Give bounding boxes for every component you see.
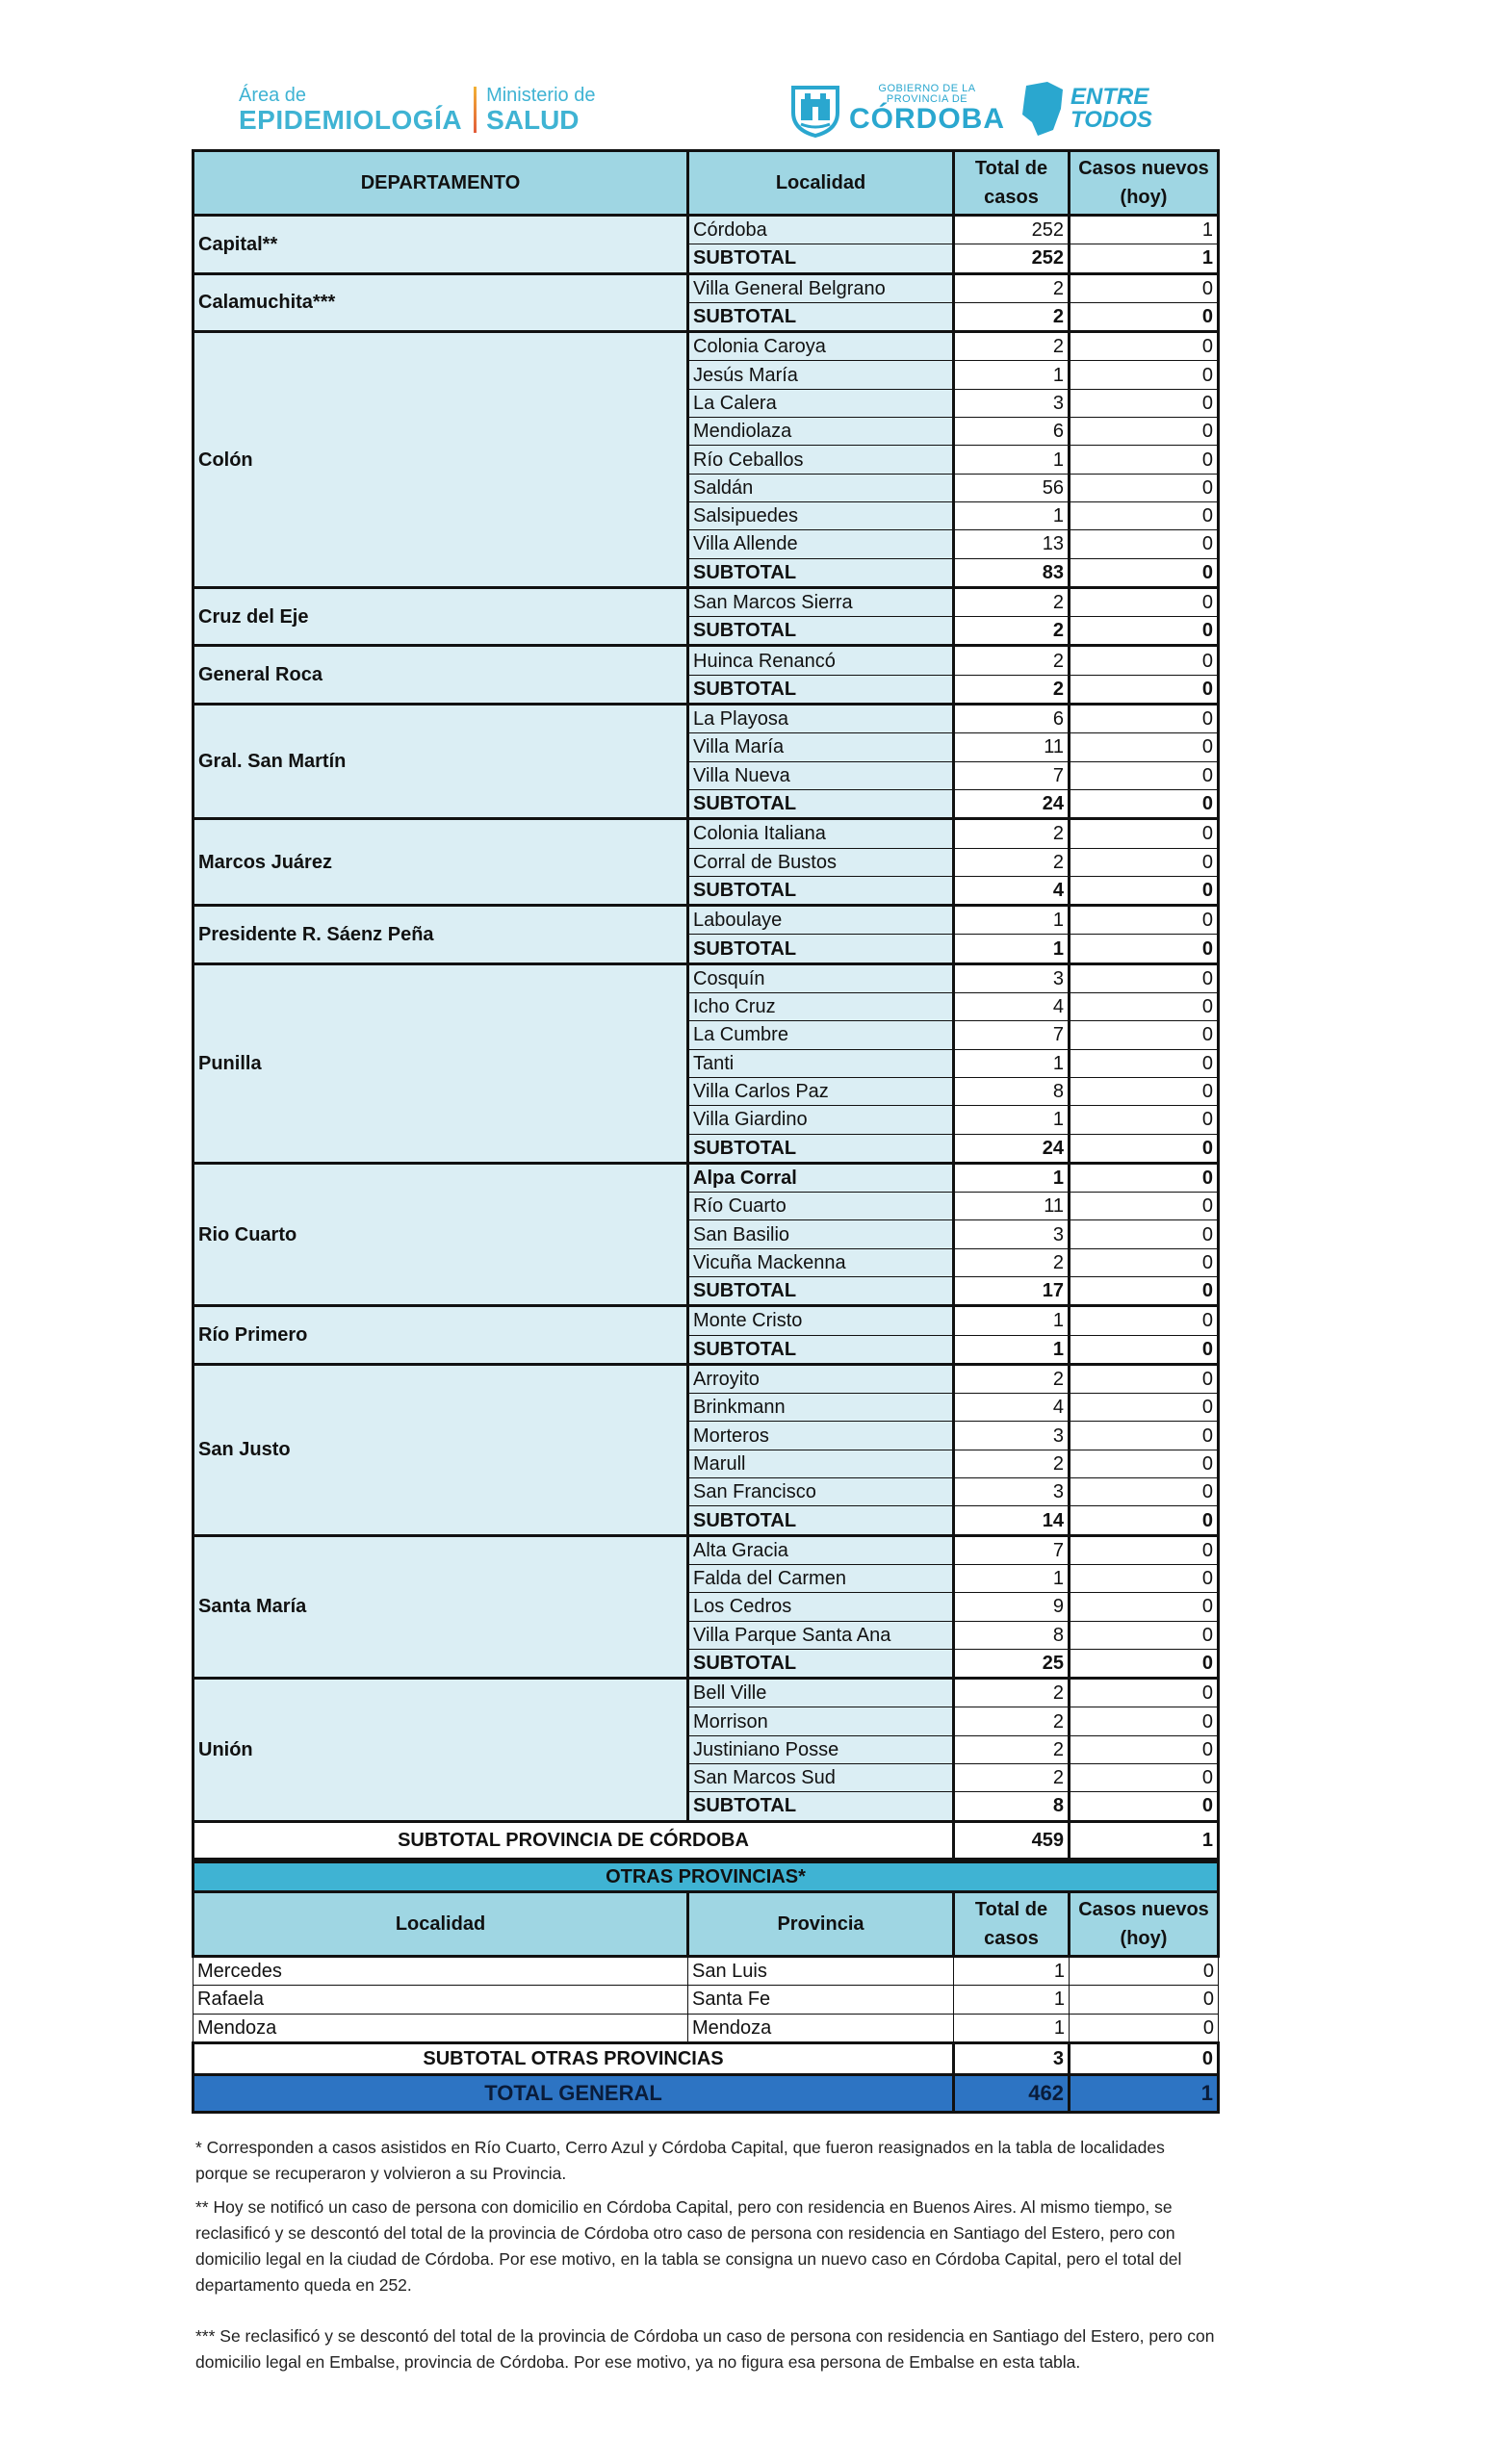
localidad-cell: Río Ceballos	[688, 446, 954, 474]
subtotal-nuevos-cell: 0	[1070, 1792, 1219, 1821]
casos-nuevos-cell: 0	[1070, 1220, 1219, 1248]
subtotal-nuevos-cell: 0	[1070, 1649, 1219, 1678]
casos-nuevos-cell: 0	[1070, 646, 1219, 675]
total-casos-cell: 8	[954, 1077, 1070, 1105]
casos-nuevos-cell: 0	[1070, 1764, 1219, 1792]
subtotal-nuevos-cell: 0	[1070, 1134, 1219, 1163]
total-casos-cell: 2	[954, 273, 1070, 302]
departamento-cell: General Roca	[193, 646, 688, 705]
subtotal-label: SUBTOTAL	[688, 1276, 954, 1305]
casos-nuevos-cell: 0	[1070, 1707, 1219, 1735]
otras-col-localidad: Localidad	[193, 1892, 688, 1957]
subtotal-total-cell: 252	[954, 244, 1070, 273]
table-row	[193, 819, 1219, 848]
total-casos-cell: 2	[954, 1764, 1070, 1792]
departamento-cell: Unión	[193, 1679, 688, 1821]
total-casos-cell: 4	[954, 1394, 1070, 1422]
subtotal-nuevos-cell: 1	[1070, 244, 1219, 273]
casos-nuevos-cell: 0	[1070, 1306, 1219, 1335]
subtotal-label: SUBTOTAL	[688, 789, 954, 818]
subtotal-nuevos-cell: 0	[1070, 675, 1219, 704]
total-casos-cell: 1	[954, 361, 1070, 389]
subtotal-total-cell: 14	[954, 1506, 1070, 1535]
total-casos-cell: 2	[954, 1735, 1070, 1763]
subtotal-nuevos-cell: 0	[1070, 302, 1219, 331]
subtotal-label: SUBTOTAL	[688, 558, 954, 587]
table-row	[193, 1535, 1219, 1564]
total-casos-cell: 3	[954, 1422, 1070, 1450]
localidad-cell: Jesús María	[688, 361, 954, 389]
gobierno-small-1: GOBIERNO DE LA	[878, 83, 976, 94]
otras-localidad-cell: Mendoza	[193, 2014, 688, 2042]
localidad-cell: Villa General Belgrano	[688, 273, 954, 302]
otras-col-nuevos: Casos nuevos (hoy)	[1070, 1892, 1219, 1957]
ministerio-label: Ministerio de	[486, 85, 596, 106]
localidad-cell: Villa María	[688, 733, 954, 761]
otras-total-cell: 1	[954, 1957, 1070, 1986]
otras-localidad-cell: Rafaela	[193, 1986, 688, 2014]
total-casos-cell: 2	[954, 1679, 1070, 1707]
todos-label: TODOS	[1070, 107, 1152, 133]
total-casos-cell: 6	[954, 705, 1070, 733]
casos-nuevos-cell: 0	[1070, 1077, 1219, 1105]
departamento-cell: Capital**	[193, 216, 688, 274]
casos-nuevos-cell: 0	[1070, 1049, 1219, 1077]
total-casos-cell: 3	[954, 963, 1070, 992]
total-general-nuevos: 1	[1070, 2074, 1219, 2112]
subtotal-total-cell: 2	[954, 302, 1070, 331]
departamento-cell: Calamuchita***	[193, 273, 688, 332]
footnote-1: * Corresponden a casos asistidos en Río Cuarto, Cerro Azul y Córdoba Capital, que fueron reasignados en la tabla de localidades porque se recuperaron y volvieron a su Provincia.	[195, 2138, 1165, 2183]
table-row	[193, 646, 1219, 675]
col-departamento: DEPARTAMENTO	[193, 151, 688, 216]
subtotal-total-cell: 1	[954, 1335, 1070, 1364]
subtotal-nuevos-cell: 0	[1070, 876, 1219, 905]
localidad-cell: Córdoba	[688, 216, 954, 244]
casos-nuevos-cell: 0	[1070, 1394, 1219, 1422]
localidad-cell: San Marcos Sud	[688, 1764, 954, 1792]
table-header	[193, 151, 1219, 216]
total-casos-cell: 7	[954, 761, 1070, 789]
localidad-cell: Los Cedros	[688, 1593, 954, 1621]
casos-nuevos-cell: 0	[1070, 819, 1219, 848]
table-row	[193, 1306, 1219, 1335]
casos-nuevos-cell: 0	[1070, 1450, 1219, 1477]
localidad-cell: Villa Carlos Paz	[688, 1077, 954, 1105]
area-label: Área de	[239, 85, 307, 106]
total-casos-cell: 2	[954, 848, 1070, 876]
total-casos-cell: 1	[954, 1049, 1070, 1077]
subtotal-label: SUBTOTAL	[688, 1506, 954, 1535]
subtotal-nuevos-cell: 0	[1070, 617, 1219, 646]
total-casos-cell: 3	[954, 389, 1070, 417]
otras-subtotal-label: SUBTOTAL OTRAS PROVINCIAS	[193, 2042, 954, 2074]
otras-header	[193, 1892, 1219, 1957]
casos-nuevos-cell: 0	[1070, 1564, 1219, 1592]
localidad-cell: Corral de Bustos	[688, 848, 954, 876]
casos-nuevos-cell: 0	[1070, 1621, 1219, 1649]
otras-provincia-cell: Mendoza	[688, 2014, 954, 2042]
departamento-cell: Rio Cuarto	[193, 1163, 688, 1305]
localidad-cell: Vicuña Mackenna	[688, 1248, 954, 1276]
localidad-cell: Saldán	[688, 474, 954, 501]
total-casos-cell: 2	[954, 819, 1070, 848]
subtotal-total-cell: 83	[954, 558, 1070, 587]
otras-col-provincia: Provincia	[688, 1892, 954, 1957]
casos-nuevos-cell: 0	[1070, 361, 1219, 389]
subtotal-total-cell: 8	[954, 1792, 1070, 1821]
departamento-cell: Colón	[193, 332, 688, 588]
footnote-3: *** Se reclasificó y se descontó del total de la provincia de Córdoba un caso de persona con residencia en Santiago del Estero, pero con domicilio legal en Embalse, provincia de Córdoba. Por ese motivo, ya no figura esa persona de Embalse en esta tabla.	[195, 2326, 1215, 2372]
subtotal-total-cell: 17	[954, 1276, 1070, 1305]
subtotal-label: SUBTOTAL	[688, 876, 954, 905]
subtotal-label: SUBTOTAL	[688, 1134, 954, 1163]
localidad-cell: Monte Cristo	[688, 1306, 954, 1335]
localidad-cell: Río Cuarto	[688, 1193, 954, 1220]
localidad-cell: Alpa Corral	[688, 1163, 954, 1192]
localidad-cell: La Calera	[688, 389, 954, 417]
otras-body	[193, 1957, 1219, 2043]
casos-nuevos-cell: 0	[1070, 1535, 1219, 1564]
departamento-cell: Río Primero	[193, 1306, 688, 1365]
total-general-row	[193, 2074, 1219, 2112]
casos-nuevos-cell: 0	[1070, 993, 1219, 1021]
otras-nuevos-cell: 0	[1070, 1986, 1219, 2014]
departamento-cell: San Justo	[193, 1364, 688, 1535]
casos-nuevos-cell: 0	[1070, 963, 1219, 992]
localidad-cell: Villa Giardino	[688, 1106, 954, 1134]
otras-provincias-title-row	[193, 1862, 1219, 1892]
casos-nuevos-cell: 0	[1070, 1735, 1219, 1763]
table-row	[193, 332, 1219, 361]
col-localidad: Localidad	[688, 151, 954, 216]
subtotal-nuevos-cell: 0	[1070, 789, 1219, 818]
subtotal-nuevos-cell: 0	[1070, 558, 1219, 587]
subtotal-nuevos-cell: 0	[1070, 1506, 1219, 1535]
casos-nuevos-cell: 0	[1070, 1679, 1219, 1707]
localidad-cell: Alta Gracia	[688, 1535, 954, 1564]
departamento-cell: Punilla	[193, 963, 688, 1163]
otras-subtotal-row	[193, 2042, 1219, 2074]
provincia-subtotal-label: SUBTOTAL PROVINCIA DE CÓRDOBA	[193, 1821, 954, 1859]
epidemiologia-label: EPIDEMIOLOGÍA	[239, 105, 463, 135]
subtotal-nuevos-cell: 0	[1070, 1335, 1219, 1364]
departamento-cell: Cruz del Eje	[193, 587, 688, 646]
localidad-cell: Cosquín	[688, 963, 954, 992]
localidad-cell: San Marcos Sierra	[688, 587, 954, 616]
table-row	[193, 2014, 1219, 2042]
casos-nuevos-cell: 0	[1070, 530, 1219, 558]
casos-nuevos-cell: 0	[1070, 761, 1219, 789]
casos-nuevos-cell: 0	[1070, 1593, 1219, 1621]
total-casos-cell: 9	[954, 1593, 1070, 1621]
localidad-cell: Huinca Renancó	[688, 646, 954, 675]
casos-nuevos-cell: 0	[1070, 446, 1219, 474]
localidad-cell: Marull	[688, 1450, 954, 1477]
col-casos-nuevos: Casos nuevos (hoy)	[1070, 151, 1219, 216]
casos-nuevos-cell: 0	[1070, 389, 1219, 417]
total-casos-cell: 1	[954, 446, 1070, 474]
subtotal-total-cell: 24	[954, 1134, 1070, 1163]
casos-nuevos-cell: 0	[1070, 474, 1219, 501]
subtotal-label: SUBTOTAL	[688, 244, 954, 273]
table-row	[193, 1986, 1219, 2014]
casos-nuevos-cell: 0	[1070, 733, 1219, 761]
table-row	[193, 273, 1219, 302]
departamento-cell: Marcos Juárez	[193, 819, 688, 906]
otras-subtotal-nuevos: 0	[1070, 2042, 1219, 2074]
otras-subtotal-total: 3	[954, 2042, 1070, 2074]
provincia-subtotal-nuevos: 1	[1070, 1821, 1219, 1859]
departments-body	[193, 216, 1219, 1822]
localidad-cell: Falda del Carmen	[688, 1564, 954, 1592]
footnote-2: ** Hoy se notificó un caso de persona con domicilio en Córdoba Capital, pero con residencia en Buenos Aires. Al mismo tiempo, se reclasificó y se descontó del total de la provincia de Córdoba otro caso de persona con residencia en Santiago del Estero, pero con domicilio legal en la ciudad de Córdoba. Por ese motivo, en la tabla se consigna un nuevo caso en Córdoba Capital, pero el total del departamento queda en 252.	[195, 2197, 1182, 2295]
total-casos-cell: 11	[954, 733, 1070, 761]
total-casos-cell: 11	[954, 1193, 1070, 1220]
casos-nuevos-cell: 0	[1070, 848, 1219, 876]
total-casos-cell: 1	[954, 906, 1070, 935]
subtotal-label: SUBTOTAL	[688, 617, 954, 646]
total-casos-cell: 2	[954, 1364, 1070, 1393]
subtotal-label: SUBTOTAL	[688, 675, 954, 704]
casos-nuevos-cell: 0	[1070, 1163, 1219, 1192]
total-casos-cell: 1	[954, 1564, 1070, 1592]
subtotal-total-cell: 2	[954, 617, 1070, 646]
subtotal-label: SUBTOTAL	[688, 1335, 954, 1364]
localidad-cell: Brinkmann	[688, 1394, 954, 1422]
total-casos-cell: 3	[954, 1478, 1070, 1506]
total-casos-cell: 56	[954, 474, 1070, 501]
casos-nuevos-cell: 0	[1070, 501, 1219, 529]
subtotal-label: SUBTOTAL	[688, 302, 954, 331]
subtotal-label: SUBTOTAL	[688, 1649, 954, 1678]
localidad-cell: Laboulaye	[688, 906, 954, 935]
footnotes	[195, 2135, 1221, 2383]
table-row	[193, 587, 1219, 616]
provincia-subtotal-total: 459	[954, 1821, 1070, 1859]
casos-nuevos-cell: 0	[1070, 705, 1219, 733]
total-casos-cell: 1	[954, 1163, 1070, 1192]
casos-nuevos-cell: 0	[1070, 418, 1219, 446]
localidad-cell: La Playosa	[688, 705, 954, 733]
total-casos-cell: 2	[954, 587, 1070, 616]
localidad-cell: Tanti	[688, 1049, 954, 1077]
localidad-cell: Villa Parque Santa Ana	[688, 1621, 954, 1649]
casos-nuevos-cell: 0	[1070, 1021, 1219, 1049]
otras-total-cell: 1	[954, 1986, 1070, 2014]
total-casos-cell: 13	[954, 530, 1070, 558]
casos-nuevos-cell: 0	[1070, 1364, 1219, 1393]
otras-provincia-cell: San Luis	[688, 1957, 954, 1986]
epidemiologia-salud-logo	[239, 83, 595, 137]
total-general-total: 462	[954, 2074, 1070, 2112]
localidad-cell: Justiniano Posse	[688, 1735, 954, 1763]
table-row	[193, 906, 1219, 935]
total-casos-cell: 4	[954, 993, 1070, 1021]
total-casos-cell: 1	[954, 501, 1070, 529]
subtotal-total-cell: 1	[954, 935, 1070, 963]
total-casos-cell: 2	[954, 1248, 1070, 1276]
localidad-cell: Icho Cruz	[688, 993, 954, 1021]
otras-total-cell: 1	[954, 2014, 1070, 2042]
table-row	[193, 1364, 1219, 1393]
subtotal-total-cell: 24	[954, 789, 1070, 818]
otras-provincias-title: OTRAS PROVINCIAS*	[193, 1862, 1219, 1892]
total-casos-cell: 1	[954, 1106, 1070, 1134]
otras-nuevos-cell: 0	[1070, 1957, 1219, 1986]
casos-nuevos-cell: 1	[1070, 216, 1219, 244]
col-total-casos: Total de casos	[954, 151, 1070, 216]
entre-label: ENTRE	[1070, 84, 1149, 110]
casos-nuevos-cell: 0	[1070, 587, 1219, 616]
subtotal-label: SUBTOTAL	[688, 1792, 954, 1821]
localidad-cell: San Basilio	[688, 1220, 954, 1248]
total-casos-cell: 7	[954, 1021, 1070, 1049]
total-general-label: TOTAL GENERAL	[193, 2074, 954, 2112]
subtotal-nuevos-cell: 0	[1070, 935, 1219, 963]
total-casos-cell: 2	[954, 1707, 1070, 1735]
departamento-cell: Gral. San Martín	[193, 705, 688, 819]
otras-provincia-cell: Santa Fe	[688, 1986, 954, 2014]
total-casos-cell: 7	[954, 1535, 1070, 1564]
table-row	[193, 705, 1219, 733]
total-casos-cell: 2	[954, 646, 1070, 675]
localidad-cell: Salsipuedes	[688, 501, 954, 529]
total-casos-cell: 8	[954, 1621, 1070, 1649]
localidad-cell: Colonia Caroya	[688, 332, 954, 361]
subtotal-nuevos-cell: 0	[1070, 1276, 1219, 1305]
total-casos-cell: 2	[954, 332, 1070, 361]
localidad-cell: Arroyito	[688, 1364, 954, 1393]
cordoba-map-icon	[1019, 80, 1067, 138]
cordoba-shield-icon	[787, 80, 843, 138]
total-casos-cell: 2	[954, 1450, 1070, 1477]
otras-nuevos-cell: 0	[1070, 2014, 1219, 2042]
localidad-cell: Morrison	[688, 1707, 954, 1735]
table-row	[193, 963, 1219, 992]
table-row	[193, 1679, 1219, 1707]
localidad-cell: Morteros	[688, 1422, 954, 1450]
table-row	[193, 216, 1219, 244]
localidad-cell: Villa Allende	[688, 530, 954, 558]
otras-provincias-table	[192, 1861, 1220, 2114]
casos-nuevos-cell: 0	[1070, 332, 1219, 361]
localidad-cell: Mendiolaza	[688, 418, 954, 446]
localidad-cell: San Francisco	[688, 1478, 954, 1506]
subtotal-total-cell: 4	[954, 876, 1070, 905]
casos-nuevos-cell: 0	[1070, 273, 1219, 302]
total-casos-cell: 3	[954, 1220, 1070, 1248]
total-casos-cell: 6	[954, 418, 1070, 446]
casos-nuevos-cell: 0	[1070, 1422, 1219, 1450]
departamento-cell: Presidente R. Sáenz Peña	[193, 906, 688, 964]
otras-localidad-cell: Mercedes	[193, 1957, 688, 1986]
casos-table	[192, 149, 1220, 1886]
departamento-cell: Santa María	[193, 1535, 688, 1678]
casos-nuevos-cell: 0	[1070, 1106, 1219, 1134]
localidad-cell: Villa Nueva	[688, 761, 954, 789]
table-row	[193, 1957, 1219, 1986]
subtotal-total-cell: 25	[954, 1649, 1070, 1678]
table-row	[193, 1163, 1219, 1192]
subtotal-label: SUBTOTAL	[688, 935, 954, 963]
localidad-cell: La Cumbre	[688, 1021, 954, 1049]
gobierno-cordoba-logo	[787, 77, 1152, 141]
logo-divider	[474, 87, 477, 133]
casos-nuevos-cell: 0	[1070, 1193, 1219, 1220]
provincia-subtotal-row	[193, 1821, 1219, 1859]
localidad-cell: Bell Ville	[688, 1679, 954, 1707]
salud-label: SALUD	[486, 105, 580, 135]
total-casos-cell: 252	[954, 216, 1070, 244]
subtotal-total-cell: 2	[954, 675, 1070, 704]
total-casos-cell: 1	[954, 1306, 1070, 1335]
casos-nuevos-cell: 0	[1070, 1248, 1219, 1276]
casos-nuevos-cell: 0	[1070, 1478, 1219, 1506]
gobierno-small-2: PROVINCIA DE	[886, 93, 968, 105]
localidad-cell: Colonia Italiana	[688, 819, 954, 848]
cordoba-label: CÓRDOBA	[849, 103, 1005, 135]
casos-nuevos-cell: 0	[1070, 906, 1219, 935]
otras-col-total: Total de casos	[954, 1892, 1070, 1957]
